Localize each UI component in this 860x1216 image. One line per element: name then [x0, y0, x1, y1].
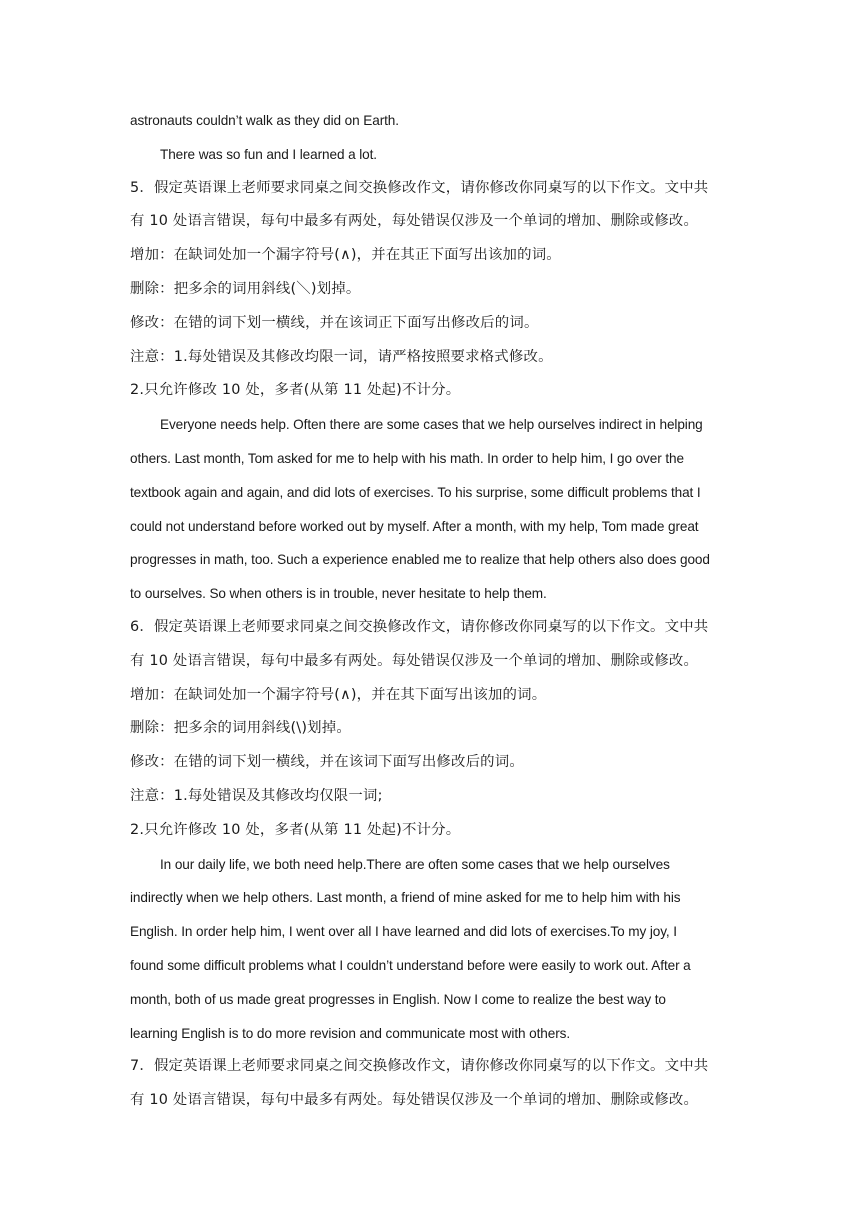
passage-line: astronauts couldn’t walk as they did on Earth. — [130, 113, 399, 128]
passage-line: textbook again and again, and did lots of exercises. To his surprise, some difficult problems that I — [130, 484, 701, 500]
question-7-intro: 7．假定英语课上老师要求同桌之间交换修改作文，请你修改你同桌写的以下作文。文中共 — [130, 1058, 709, 1075]
document-page — [130, 104, 730, 1118]
passage-line: English. In order help him, I went over all I have learned and did lots of exercises.To my joy, I — [130, 924, 677, 940]
instruction-add: 增加：在缺词处加一个漏字符号(∧)，并在其正下面写出该加的词。 — [130, 247, 561, 264]
passage-line: learning English is to do more revision and communicate most with others. — [130, 1025, 570, 1041]
instruction-note: 2.只允许修改 10 处，多者(从第 11 处起)不计分。 — [130, 382, 461, 399]
instruction-modify: 修改：在错的词下划一横线，并在该词下面写出修改后的词。 — [130, 754, 524, 771]
question-5-intro-cont: 有 10 处语言错误，每句中最多有两处，每处错误仅涉及一个单词的增加、删除或修改。 — [130, 213, 699, 230]
passage-line: There was so fun and I learned a lot. — [160, 146, 377, 162]
instruction-delete: 删除：把多余的词用斜线(\)划掉。 — [130, 720, 351, 737]
passage-line: to ourselves. So when others is in trouble, never hesitate to help them. — [130, 586, 547, 602]
instruction-add: 增加：在缺词处加一个漏字符号(∧)，并在其下面写出该加的词。 — [130, 686, 547, 703]
passage-line: Everyone needs help. Often there are some cases that we help ourselves indirect in helping — [160, 417, 703, 433]
passage-line: found some difficult problems what I couldn’t understand before were easily to work out. After a — [130, 957, 691, 973]
passage-line: In our daily life, we both need help.There are often some cases that we help ourselves — [160, 856, 670, 872]
instruction-modify: 修改：在错的词下划一横线，并在该词正下面写出修改后的词。 — [130, 314, 539, 331]
instruction-note: 注意：1.每处错误及其修改均限一词，请严格按照要求格式修改。 — [130, 348, 553, 365]
instruction-note: 注意：1.每处错误及其修改均仅限一词; — [130, 787, 383, 804]
passage-line: month, both of us made great progresses in English. Now I come to realize the best way to — [130, 991, 666, 1007]
question-6-intro-cont: 有 10 处语言错误，每句中最多有两处。每处错误仅涉及一个单词的增加、删除或修改。 — [130, 652, 699, 669]
question-7-intro-cont: 有 10 处语言错误，每句中最多有两处。每处错误仅涉及一个单词的增加、删除或修改。 — [130, 1092, 699, 1109]
question-5-intro: 5．假定英语课上老师要求同桌之间交换修改作文，请你修改你同桌写的以下作文。文中共 — [130, 179, 709, 196]
question-6-intro: 6．假定英语课上老师要求同桌之间交换修改作文，请你修改你同桌写的以下作文。文中共 — [130, 618, 709, 635]
passage-line: progresses in math, too. Such a experience enabled me to realize that help others also does good — [130, 552, 710, 568]
instruction-delete: 删除：把多余的词用斜线(＼)划掉。 — [130, 280, 361, 297]
passage-line: could not understand before worked out by myself. After a month, with my help, Tom made great — [130, 518, 699, 534]
passage-line: indirectly when we help others. Last month, a friend of mine asked for me to help him with his — [130, 890, 681, 906]
passage-line: others. Last month, Tom asked for me to help with his math. In order to help him, I go over the — [130, 450, 684, 466]
instruction-note: 2.只允许修改 10 处，多者(从第 11 处起)不计分。 — [130, 821, 461, 838]
